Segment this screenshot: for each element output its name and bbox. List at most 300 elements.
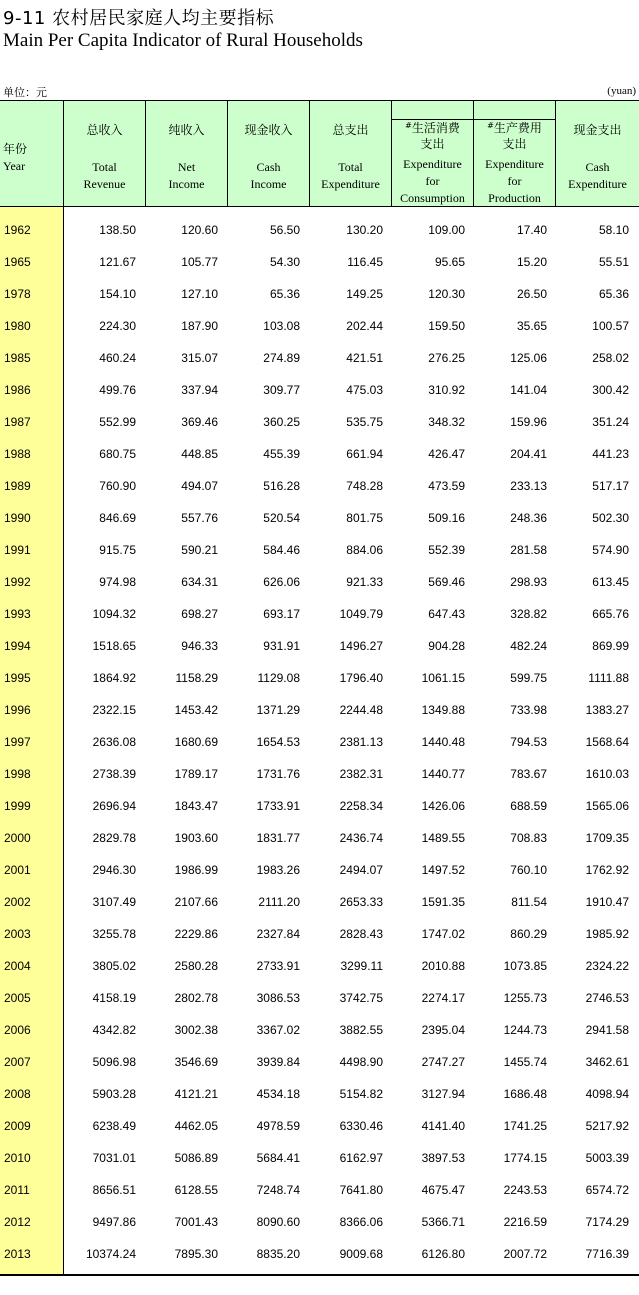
table-row	[0, 246, 639, 278]
cell-cash-income: 1831.77	[256, 831, 300, 845]
cell-production-expenditure: 298.93	[510, 575, 547, 589]
cell-year: 1997	[4, 735, 31, 749]
cell-total-expenditure: 6162.97	[339, 1151, 383, 1165]
cell-total-revenue: 7031.01	[92, 1151, 136, 1165]
cell-net-income: 2107.66	[174, 895, 218, 909]
cell-cash-income: 1129.08	[257, 671, 300, 685]
cell-total-expenditure: 2258.34	[339, 799, 383, 813]
cell-total-expenditure: 475.03	[346, 383, 383, 397]
cell-total-expenditure: 2382.31	[339, 767, 383, 781]
cell-cash-income: 2733.91	[256, 959, 300, 973]
cell-cash-expenditure: 869.99	[592, 639, 629, 653]
table-row	[0, 694, 639, 726]
cell-cash-expenditure: 3462.61	[585, 1055, 629, 1069]
cell-cash-income: 8835.20	[256, 1247, 300, 1261]
cell-total-revenue: 5096.98	[92, 1055, 136, 1069]
table-row	[0, 470, 639, 502]
table-row	[0, 1206, 639, 1238]
cell-net-income: 1158.29	[175, 671, 218, 685]
header-prod-en2: for	[507, 174, 522, 188]
table-row	[0, 1046, 639, 1078]
cell-cash-income: 4978.59	[256, 1119, 300, 1133]
cell-year: 2011	[4, 1183, 30, 1197]
cell-consumption-expenditure: 310.92	[428, 383, 465, 397]
table-row	[0, 630, 639, 662]
cell-year: 1987	[4, 415, 31, 429]
cell-consumption-expenditure: 1440.77	[421, 767, 465, 781]
cell-net-income: 6128.55	[174, 1183, 218, 1197]
cell-cash-expenditure: 1111.88	[588, 671, 629, 685]
cell-net-income: 590.21	[181, 543, 218, 557]
cell-total-expenditure: 202.44	[346, 319, 383, 333]
cell-consumption-expenditure: 1440.48	[421, 735, 465, 749]
cell-net-income: 1789.17	[174, 767, 218, 781]
cell-net-income: 494.07	[181, 479, 218, 493]
table-row	[0, 822, 639, 854]
cell-production-expenditure: 141.04	[510, 383, 547, 397]
header-year-cn: 年份	[3, 142, 28, 156]
cell-net-income: 4462.05	[174, 1119, 218, 1133]
cell-year: 2013	[4, 1247, 31, 1261]
cell-cash-expenditure: 502.30	[592, 511, 629, 525]
table-row	[0, 854, 639, 886]
cell-production-expenditure: 1774.15	[503, 1151, 547, 1165]
cell-total-expenditure: 5154.82	[339, 1087, 383, 1101]
cell-cash-income: 3086.53	[256, 991, 300, 1005]
header-total-exp-en1: Total	[338, 160, 363, 174]
cell-year: 1988	[4, 447, 31, 461]
cell-total-revenue: 2829.78	[92, 831, 136, 845]
cell-total-expenditure: 3742.75	[339, 991, 383, 1005]
cell-year: 2006	[4, 1023, 31, 1037]
cell-production-expenditure: 35.65	[516, 319, 547, 333]
cell-cash-income: 1371.29	[256, 703, 300, 717]
cell-cash-income: 54.30	[269, 255, 300, 269]
cell-cash-expenditure: 1568.64	[585, 735, 629, 749]
cell-net-income: 120.60	[181, 223, 218, 237]
cell-production-expenditure: 1686.48	[503, 1087, 547, 1101]
cell-year: 1999	[4, 799, 31, 813]
table-row	[0, 982, 639, 1014]
cell-net-income: 1903.60	[174, 831, 218, 845]
cell-consumption-expenditure: 276.25	[428, 351, 465, 365]
cell-net-income: 4121.21	[174, 1087, 218, 1101]
cell-production-expenditure: 1741.25	[503, 1119, 547, 1133]
cell-total-revenue: 9497.86	[92, 1215, 136, 1229]
cell-production-expenditure: 783.67	[510, 767, 547, 781]
cell-total-revenue: 2636.08	[92, 735, 136, 749]
cell-cash-income: 7248.74	[256, 1183, 300, 1197]
table-row	[0, 406, 639, 438]
cell-total-expenditure: 3299.11	[340, 959, 383, 973]
table-row	[0, 886, 639, 918]
cell-total-revenue: 3805.02	[92, 959, 136, 973]
header-total-exp-en2: Expenditure	[321, 177, 380, 191]
table-row	[0, 1014, 639, 1046]
cell-consumption-expenditure: 552.39	[428, 543, 465, 557]
cell-net-income: 1680.69	[174, 735, 218, 749]
cell-consumption-expenditure: 1591.35	[421, 895, 465, 909]
cell-total-expenditure: 884.06	[346, 543, 383, 557]
cell-production-expenditure: 1455.74	[503, 1055, 547, 1069]
cell-net-income: 315.07	[181, 351, 218, 365]
cell-consumption-expenditure: 1489.55	[421, 831, 465, 845]
cell-total-revenue: 915.75	[99, 543, 136, 557]
cell-net-income: 1843.47	[174, 799, 218, 813]
table-row	[0, 726, 639, 758]
cell-production-expenditure: 760.10	[510, 863, 547, 877]
cell-cash-expenditure: 6574.72	[585, 1183, 629, 1197]
cell-total-revenue: 2946.30	[92, 863, 136, 877]
cell-consumption-expenditure: 569.46	[428, 575, 465, 589]
cell-cash-income: 455.39	[263, 447, 300, 461]
cell-net-income: 1986.99	[174, 863, 218, 877]
cell-cash-income: 5684.41	[256, 1151, 300, 1165]
cell-total-revenue: 499.76	[99, 383, 136, 397]
cell-net-income: 3546.69	[174, 1055, 218, 1069]
cell-production-expenditure: 159.96	[510, 415, 547, 429]
header-year-en: Year	[3, 159, 26, 173]
cell-consumption-expenditure: 2010.88	[421, 959, 465, 973]
cell-cash-income: 2327.84	[256, 927, 300, 941]
cell-production-expenditure: 17.40	[516, 223, 547, 237]
cell-consumption-expenditure: 2274.17	[421, 991, 465, 1005]
cell-year: 1992	[4, 575, 31, 589]
cell-total-expenditure: 2244.48	[339, 703, 383, 717]
cell-consumption-expenditure: 2395.04	[421, 1023, 465, 1037]
cell-total-expenditure: 2381.13	[339, 735, 383, 749]
table-title-english: Main Per Capita Indicator of Rural Households	[3, 30, 363, 51]
cell-year: 1980	[4, 319, 31, 333]
cell-net-income: 187.90	[181, 319, 218, 333]
cell-year: 2007	[4, 1055, 31, 1069]
table-row	[0, 278, 639, 310]
cell-cash-income: 56.50	[269, 223, 300, 237]
header-cash-income-cn: 现金收入	[244, 123, 293, 137]
cell-total-expenditure: 1796.40	[339, 671, 383, 685]
cell-year: 1965	[4, 255, 31, 269]
header-cons-cn1: 生活消费	[411, 121, 460, 135]
cell-cash-expenditure: 1762.92	[585, 863, 629, 877]
cell-cash-expenditure: 1383.27	[585, 703, 629, 717]
header-cons-en3: Consumption	[400, 191, 465, 205]
cell-total-revenue: 460.24	[99, 351, 136, 365]
cell-production-expenditure: 2243.53	[503, 1183, 547, 1197]
cell-consumption-expenditure: 3127.94	[421, 1087, 465, 1101]
cell-net-income: 7895.30	[174, 1247, 218, 1261]
table-row	[0, 1174, 639, 1206]
cell-total-revenue: 154.10	[99, 287, 136, 301]
cell-cash-expenditure: 665.76	[592, 607, 629, 621]
cell-cash-expenditure: 2941.58	[585, 1023, 629, 1037]
cell-cash-expenditure: 1709.35	[585, 831, 629, 845]
cell-net-income: 337.94	[181, 383, 218, 397]
cell-production-expenditure: 2216.59	[503, 1215, 547, 1229]
header-net-income-en2: Income	[168, 177, 205, 191]
cell-cash-expenditure: 351.24	[592, 415, 629, 429]
table-header	[0, 101, 639, 207]
cell-total-revenue: 552.99	[99, 415, 136, 429]
cell-total-expenditure: 7641.80	[339, 1183, 383, 1197]
cell-cash-expenditure: 4098.94	[585, 1087, 629, 1101]
header-net-income	[146, 101, 228, 206]
cell-total-expenditure: 4498.90	[339, 1055, 383, 1069]
cell-net-income: 3002.38	[174, 1023, 218, 1037]
cell-production-expenditure: 1255.73	[503, 991, 547, 1005]
cell-total-expenditure: 421.51	[346, 351, 383, 365]
cell-cash-income: 1983.26	[256, 863, 300, 877]
cell-total-revenue: 680.75	[99, 447, 136, 461]
cell-cash-expenditure: 441.23	[592, 447, 629, 461]
cell-cash-income: 584.46	[263, 543, 300, 557]
table-row	[0, 534, 639, 566]
cell-year: 2001	[4, 863, 31, 877]
cell-production-expenditure: 125.06	[510, 351, 547, 365]
cell-year: 1998	[4, 767, 31, 781]
header-total-revenue	[64, 101, 146, 206]
cell-cash-expenditure: 65.36	[598, 287, 629, 301]
cell-total-expenditure: 801.75	[346, 511, 383, 525]
cell-total-expenditure: 921.33	[346, 575, 383, 589]
cell-year: 1993	[4, 607, 31, 621]
cell-cash-expenditure: 1910.47	[585, 895, 629, 909]
cell-year: 1986	[4, 383, 31, 397]
cell-net-income: 369.46	[181, 415, 218, 429]
cell-total-revenue: 846.69	[99, 511, 136, 525]
table-row	[0, 1142, 639, 1174]
cell-consumption-expenditure: 109.00	[428, 223, 465, 237]
cell-consumption-expenditure: 120.30	[428, 287, 465, 301]
header-cash-exp-cn: 现金支出	[573, 123, 622, 137]
cell-cash-expenditure: 7716.39	[585, 1247, 629, 1261]
cell-consumption-expenditure: 348.32	[428, 415, 465, 429]
cell-consumption-expenditure: 647.43	[428, 607, 465, 621]
cell-total-revenue: 8656.51	[92, 1183, 136, 1197]
header-cons-cn2: 支出	[420, 137, 445, 151]
cell-production-expenditure: 1244.73	[503, 1023, 547, 1037]
table-row	[0, 598, 639, 630]
cell-cash-income: 516.28	[263, 479, 300, 493]
cell-cash-expenditure: 1565.06	[585, 799, 629, 813]
cell-net-income: 557.76	[181, 511, 218, 525]
cell-production-expenditure: 281.58	[510, 543, 547, 557]
cell-net-income: 105.77	[181, 255, 218, 269]
cell-net-income: 634.31	[181, 575, 218, 589]
cell-total-expenditure: 1496.27	[339, 639, 383, 653]
header-total-revenue-en2: Revenue	[83, 177, 126, 191]
cell-year: 1989	[4, 479, 31, 493]
table-row	[0, 662, 639, 694]
cell-cash-income: 4534.18	[256, 1087, 300, 1101]
cell-total-revenue: 760.90	[99, 479, 136, 493]
cell-cash-income: 1731.76	[256, 767, 300, 781]
cell-total-revenue: 1518.65	[92, 639, 136, 653]
cell-production-expenditure: 248.36	[510, 511, 547, 525]
cell-production-expenditure: 15.20	[516, 255, 547, 269]
cell-total-expenditure: 3882.55	[339, 1023, 383, 1037]
cell-cash-income: 8090.60	[256, 1215, 300, 1229]
cell-net-income: 5086.89	[174, 1151, 218, 1165]
cell-cash-income: 65.36	[269, 287, 300, 301]
cell-production-expenditure: 204.41	[510, 447, 547, 461]
cell-total-revenue: 10374.24	[85, 1247, 136, 1261]
table-row	[0, 1110, 639, 1142]
cell-production-expenditure: 733.98	[510, 703, 547, 717]
header-prod-cn2: 支出	[502, 137, 527, 151]
cell-total-expenditure: 535.75	[346, 415, 383, 429]
cell-cash-income: 626.06	[263, 575, 300, 589]
cell-year: 2008	[4, 1087, 31, 1101]
cell-production-expenditure: 482.24	[510, 639, 547, 653]
table-row	[0, 1078, 639, 1110]
header-total-exp-cn: 总支出	[332, 123, 369, 137]
cell-net-income: 1453.42	[174, 703, 218, 717]
cell-total-expenditure: 116.45	[347, 255, 383, 269]
cell-cash-expenditure: 258.02	[592, 351, 629, 365]
cell-net-income: 2580.28	[174, 959, 218, 973]
cell-year: 2004	[4, 959, 31, 973]
cell-total-revenue: 2696.94	[92, 799, 136, 813]
cell-consumption-expenditure: 473.59	[428, 479, 465, 493]
cell-total-expenditure: 6330.46	[339, 1119, 383, 1133]
cell-total-revenue: 974.98	[99, 575, 136, 589]
cell-total-expenditure: 2828.43	[339, 927, 383, 941]
cell-cash-expenditure: 5217.92	[585, 1119, 629, 1133]
bottom-rule	[0, 1274, 639, 1276]
cell-total-expenditure: 2436.74	[339, 831, 383, 845]
cell-production-expenditure: 233.13	[510, 479, 547, 493]
cell-total-revenue: 1094.32	[92, 607, 136, 621]
cell-consumption-expenditure: 4141.40	[421, 1119, 465, 1133]
cell-total-expenditure: 130.20	[346, 223, 383, 237]
cell-year: 1990	[4, 511, 31, 525]
cell-net-income: 448.85	[181, 447, 218, 461]
table-row	[0, 214, 639, 246]
cell-total-expenditure: 1049.79	[339, 607, 383, 621]
header-cash-exp-en1: Cash	[585, 160, 610, 174]
header-prod-en3: Production	[488, 191, 541, 205]
cell-total-expenditure: 2653.33	[339, 895, 383, 909]
cell-total-expenditure: 149.25	[346, 287, 383, 301]
header-production-expenditure	[474, 101, 556, 206]
header-cash-income-en1: Cash	[256, 160, 281, 174]
footnote-mark: #	[405, 121, 412, 130]
cell-year: 1962	[4, 223, 31, 237]
cell-total-revenue: 224.30	[99, 319, 136, 333]
cell-production-expenditure: 2007.72	[503, 1247, 547, 1261]
cell-consumption-expenditure: 1497.52	[421, 863, 465, 877]
cell-net-income: 127.10	[181, 287, 218, 301]
header-cash-income	[228, 101, 310, 206]
cell-year: 2003	[4, 927, 31, 941]
cell-consumption-expenditure: 426.47	[428, 447, 465, 461]
cell-total-expenditure: 748.28	[346, 479, 383, 493]
cell-production-expenditure: 26.50	[516, 287, 547, 301]
table-row	[0, 790, 639, 822]
header-net-income-cn: 纯收入	[168, 123, 205, 137]
cell-total-revenue: 2738.39	[92, 767, 136, 781]
cell-net-income: 946.33	[181, 639, 218, 653]
footnote-mark: #	[487, 121, 494, 130]
header-cons-en1: Expenditure	[403, 157, 462, 171]
cell-cash-income: 1654.53	[256, 735, 300, 749]
header-total-revenue-cn: 总收入	[86, 123, 123, 137]
header-total-expenditure	[310, 101, 392, 206]
cell-cash-income: 103.08	[263, 319, 300, 333]
cell-total-revenue: 121.67	[99, 255, 136, 269]
cell-year: 2010	[4, 1151, 31, 1165]
cell-year: 1978	[4, 287, 31, 301]
cell-total-revenue: 5903.28	[92, 1087, 136, 1101]
table-row	[0, 1238, 639, 1270]
cell-cash-expenditure: 1985.92	[585, 927, 629, 941]
cell-year: 1996	[4, 703, 31, 717]
header-year	[0, 101, 64, 206]
cell-total-revenue: 4158.19	[92, 991, 136, 1005]
cell-cash-expenditure: 55.51	[598, 255, 629, 269]
table-row	[0, 758, 639, 790]
cell-cash-income: 520.54	[263, 511, 300, 525]
cell-net-income: 2229.86	[174, 927, 218, 941]
cell-consumption-expenditure: 6126.80	[421, 1247, 465, 1261]
cell-total-expenditure: 9009.68	[339, 1247, 383, 1261]
cell-cash-expenditure: 517.17	[592, 479, 629, 493]
cell-cash-expenditure: 58.10	[598, 223, 629, 237]
cell-cash-expenditure: 613.45	[592, 575, 629, 589]
header-prod-en1: Expenditure	[485, 157, 544, 171]
cell-total-expenditure: 661.94	[346, 447, 383, 461]
cell-consumption-expenditure: 509.16	[428, 511, 465, 525]
cell-year: 1985	[4, 351, 31, 365]
cell-cash-income: 2111.20	[258, 895, 300, 909]
cell-cash-expenditure: 1610.03	[585, 767, 629, 781]
header-total-revenue-en1: Total	[92, 160, 117, 174]
cell-consumption-expenditure: 904.28	[428, 639, 465, 653]
header-consumption-expenditure	[392, 101, 474, 206]
cell-cash-expenditure: 2746.53	[585, 991, 629, 1005]
cell-cash-expenditure: 5003.39	[585, 1151, 629, 1165]
table-row	[0, 566, 639, 598]
cell-consumption-expenditure: 1061.15	[421, 671, 465, 685]
table-row	[0, 438, 639, 470]
cell-production-expenditure: 688.59	[510, 799, 547, 813]
cell-consumption-expenditure: 95.65	[434, 255, 465, 269]
cell-year: 2012	[4, 1215, 31, 1229]
cell-consumption-expenditure: 1349.88	[421, 703, 465, 717]
cell-consumption-expenditure: 3897.53	[421, 1151, 465, 1165]
cell-year: 1994	[4, 639, 31, 653]
unit-label-chinese: 单位：元	[3, 86, 47, 99]
table-row	[0, 502, 639, 534]
cell-total-revenue: 1864.92	[92, 671, 136, 685]
cell-total-revenue: 6238.49	[92, 1119, 136, 1133]
cell-total-expenditure: 2494.07	[339, 863, 383, 877]
cell-cash-expenditure: 2324.22	[585, 959, 629, 973]
cell-cash-expenditure: 7174.29	[585, 1215, 629, 1229]
cell-production-expenditure: 860.29	[510, 927, 547, 941]
cell-total-expenditure: 8366.06	[339, 1215, 383, 1229]
table-row	[0, 342, 639, 374]
cell-year: 1991	[4, 543, 31, 557]
cell-total-revenue: 4342.82	[92, 1023, 136, 1037]
cell-year: 2000	[4, 831, 31, 845]
cell-total-revenue: 2322.15	[92, 703, 136, 717]
cell-consumption-expenditure: 2747.27	[421, 1055, 465, 1069]
cell-production-expenditure: 708.83	[510, 831, 547, 845]
cell-cash-income: 931.91	[263, 639, 300, 653]
cell-cash-income: 274.89	[263, 351, 300, 365]
cell-consumption-expenditure: 4675.47	[421, 1183, 465, 1197]
